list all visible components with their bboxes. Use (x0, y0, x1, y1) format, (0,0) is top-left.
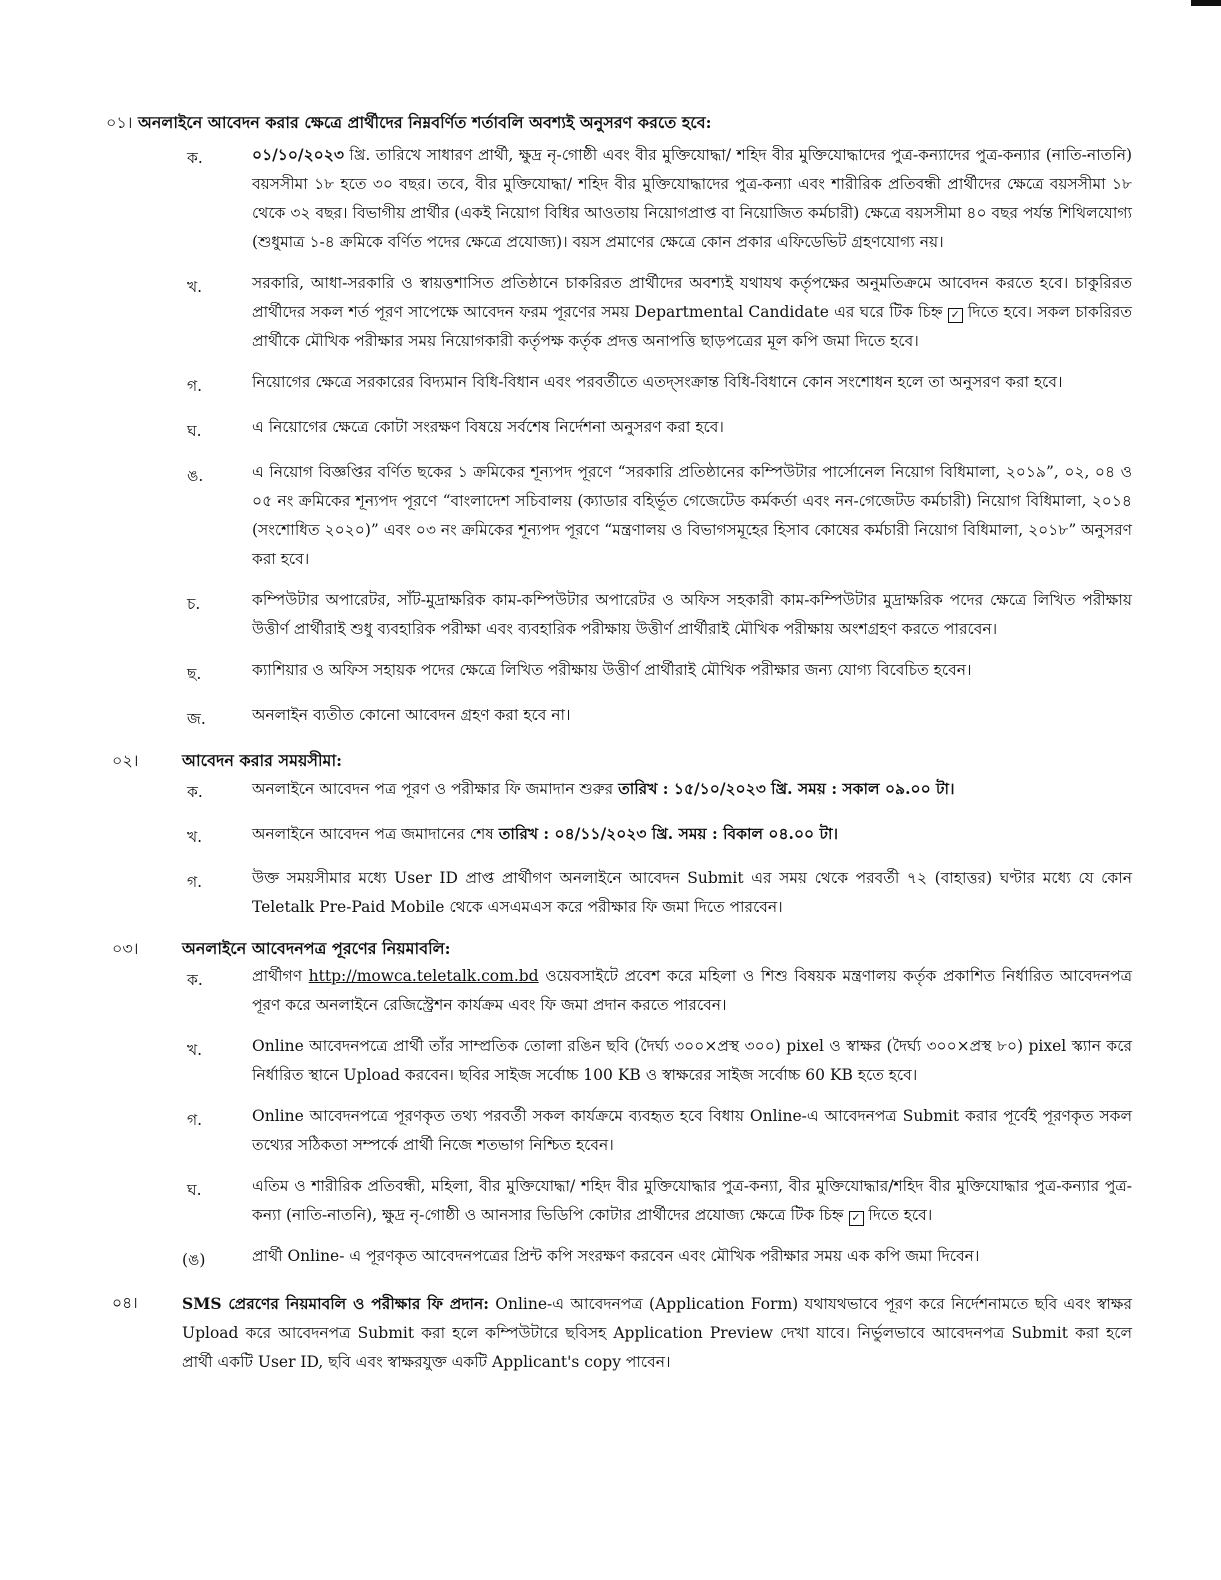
item-text: অনলাইন ব্যতীত কোনো আবেদন গ্রহণ করা হবে না। (252, 706, 571, 724)
list-item (112, 1032, 1132, 1090)
item-label: ঙ. (187, 467, 204, 485)
checkbox-tick-icon: ✓ (849, 1211, 864, 1226)
item-label: জ. (187, 710, 206, 728)
item-body: এতিম ও শারীরিক প্রতিবন্ধী, মহিলা, বীর মুক্তিযোদ্ধা/ শহিদ বীর মুক্তিযোদ্ধার পুত্র-কন্যা, বীর মুক্তিযোদ্ধার/শহিদ বীর মুক্তিযোদ্ধার পুত্র-কন্যার পুত্র-কন্যা (নাতি-নাতনি), ক্ষুদ্র নৃ-গোষ্ঠী ও আনসার ভিডিপি কোটার প্রার্থীদের প্রযোজ্য ক্ষেত্রে টিক চিহ্ন (252, 1177, 1132, 1224)
item-label: ক. (187, 149, 203, 167)
list-item (112, 819, 1132, 852)
item-label: ঘ. (187, 1181, 202, 1199)
item-body: ওয়েবসাইটে প্রবেশ করে মহিলা ও শিশু বিষয়ক মন্ত্রণালয় কর্তৃক প্রকাশিত নির্ধারিত আবেদনপত্র পূরণ করে অনলাইনে রেজিস্ট্রেশন কার্যক্রম এবং ফি জমা প্রদান করতে পারবেন। (252, 967, 1132, 1014)
list-item (112, 1102, 1132, 1160)
list-item (112, 413, 1132, 446)
item-text (252, 962, 1132, 1020)
item-label: ক. (187, 783, 203, 801)
item-body: Online-এ আবেদনপত্র (Application Form) যথাযথভাবে পূরণ করে নির্দেশনামতে ছবি এবং স্বাক্ষর Upload করে আবেদনপত্র Submit করা হলে কম্পিউটারে ছবিসহ Application Preview দেখা যাবে। নির্ভুলভাবে আবেদনপত্র Submit করা হলে প্রার্থী একটি User ID, ছবি এবং স্বাক্ষরযুক্ত একটি Applicant's copy পাবেন। (182, 1295, 1133, 1371)
date-text: ০১/১০/২০২৩ (252, 145, 344, 164)
item-text (252, 140, 1132, 257)
item-text: প্রার্থী Online- এ পূরণকৃত আবেদনপত্রের প্রিন্ট কপি সংরক্ষণ করবেন এবং মৌখিক পরীক্ষার সময় এক কপি জমা দিবেন। (252, 1247, 980, 1265)
end-date-text: তারিখ : ০৪/১১/২০২৩ খ্রি. সময় : বিকাল ০৪.০০ টা। (498, 824, 838, 843)
list-item (112, 701, 1132, 734)
section-title: অনলাইনে আবেদন করার ক্ষেত্রে প্রার্থীদের নিম্নবর্ণিত শর্তাবলি অবশ্যই অনুসরণ করতে হবে: (138, 113, 712, 132)
item-label: (ঙ) (182, 1251, 206, 1269)
item-label: চ. (187, 595, 201, 613)
scan-edge-mark (1191, 0, 1221, 6)
section-number: ০৩। (112, 939, 139, 958)
section-04-text (182, 1289, 1132, 1377)
list-item (112, 962, 1132, 1020)
list-item (112, 140, 1132, 257)
section-01-heading (106, 112, 1132, 134)
list-item (112, 269, 1132, 356)
checkbox-tick-icon: ✓ (948, 308, 963, 323)
item-label: ছ. (187, 665, 202, 683)
item-label: খ. (187, 1041, 203, 1059)
section-number: ০২। (112, 751, 139, 770)
section-title: আবেদন করার সময়সীমা: (182, 751, 342, 770)
website-link[interactable]: http://mowca.teletalk.com.bd (308, 967, 539, 985)
list-item (112, 586, 1132, 644)
list-item (112, 368, 1132, 401)
list-item (112, 458, 1132, 574)
item-body: সরকারি, আধা-সরকারি ও স্বায়ত্তশাসিত প্রতিষ্ঠানে চাকরিরত প্রার্থীদের অবশ্যই যথাযথ কর্তৃপক্ষের অনুমতিক্রমে আবেদন করতে হবে। চাকুরিরত প্রার্থীদের সকল শর্ত পূরণ সাপেক্ষে আবেদন ফরম পূরণের সময় Departmental Candidate এর ঘরে টিক চিহ্ন (252, 274, 1132, 321)
section-03 (112, 938, 1132, 1275)
item-body: অনলাইনে আবেদন পত্র পূরণ ও পরীক্ষার ফি জমাদান শুরুর (252, 780, 619, 798)
item-body: দিতে হবে। সকল চাকরিরত প্রার্থীকে মৌখিক পরীক্ষার সময় নিয়োগকারী কর্তৃপক্ষ কর্তৃক প্রদত্ত অনাপত্তি ছাড়পত্রের মূল কপি জমা দিতে হবে। (252, 303, 1133, 350)
item-body: প্রার্থীগণ (252, 967, 309, 985)
item-label: গ. (187, 873, 203, 891)
document-page (106, 112, 1133, 1377)
item-text: Online আবেদনপত্রে প্রার্থী তাঁর সাম্প্রতিক তোলা রঙিন ছবি (দৈর্ঘ্য ৩০০×প্রস্থ ৩০০) pixel ও স্বাক্ষর (দৈর্ঘ্য ৩০০×প্রস্থ ৮০) pixel স্ক্যান করে নির্ধারিত স্থানে Upload করবেন। ছবির সাইজ সর্বোচ্চ 100 KB ও স্বাক্ষরের সাইজ সর্বোচ্চ 60 KB হতে হবে। (252, 1037, 1132, 1084)
list-item (112, 1172, 1132, 1230)
section-04 (112, 1289, 1132, 1377)
item-text: উক্ত সময়সীমার মধ্যে User ID প্রাপ্ত প্রার্থীগণ অনলাইনে আবেদন Submit এর সময় থেকে পরবর্তী ৭২ (বাহাত্তর) ঘণ্টার মধ্যে যে কোন Teletalk Pre-Paid Mobile থেকে এসএমএস করে পরীক্ষার ফি জমা দিতে পারবেন। (252, 869, 1132, 916)
section-number: ০১। (106, 113, 133, 132)
item-label: খ. (187, 278, 203, 296)
section-title: SMS প্রেরণের নিয়মাবলি ও পরীক্ষার ফি প্রদান: (182, 1294, 489, 1313)
item-text (252, 819, 1132, 852)
section-01 (106, 112, 1133, 734)
item-text: নিয়োগের ক্ষেত্রে সরকারের বিদ্যমান বিধি-বিধান এবং পরবর্তীতে এতদ্সংক্রান্ত বিধি-বিধানে কোন সংশোধন হলে তা অনুসরণ করা হবে। (252, 373, 1063, 391)
list-item (112, 1242, 1132, 1275)
section-number: ০৪। (112, 1294, 138, 1312)
item-label: ক. (187, 971, 203, 989)
item-label: খ. (187, 828, 203, 846)
item-label: গ. (187, 377, 203, 395)
item-body: অনলাইনে আবেদন পত্র জমাদানের শেষ (252, 825, 499, 843)
list-item (112, 864, 1132, 922)
item-body: খ্রি. তারিখে সাধারণ প্রার্থী, ক্ষুদ্র নৃ-গোষ্ঠী এবং বীর মুক্তিযোদ্ধা/ শহিদ বীর মুক্তিযোদ্ধাদের পুত্র-কন্যাদের পুত্র-কন্যার (নাতি-নাতনি) বয়সসীমা ১৮ হতে ৩০ বছর। তবে, বীর মুক্তিযোদ্ধা/ শহিদ বীর মুক্তিযোদ্ধাদের পুত্র-কন্যা এবং শারীরিক প্রতিবন্ধী প্রার্থীদের ক্ষেত্রে বয়সসীমা ১৮ থেকে ৩২ বছর। বিভাগীয় প্রার্থীর (একই নিয়োগ বিধির আওতায় নিয়োগপ্রাপ্ত বা নিয়োজিত কর্মচারী) ক্ষেত্রে বয়সসীমা ৪০ বছর পর্যন্ত শিথিলযোগ্য (শুধুমাত্র ১-৪ ক্রমিকে বর্ণিত পদের ক্ষেত্রে প্রযোজ্য)। বয়স প্রমাণের ক্ষেত্রে কোন প্রকার এফিডেভিট গ্রহণযোগ্য নয়। (252, 146, 1132, 251)
item-text (252, 1172, 1132, 1230)
list-item (112, 774, 1132, 807)
item-label: ঘ. (187, 422, 202, 440)
list-item (112, 656, 1132, 689)
item-text: কম্পিউটার অপারেটর, সাঁট-মুদ্রাক্ষরিক কাম-কম্পিউটার অপারেটর ও অফিস সহকারী কাম-কম্পিউটার মুদ্রাক্ষরিক পদের ক্ষেত্রে লিখিত পরীক্ষায় উত্তীর্ণ প্রার্থীরাই শুধু ব্যবহারিক পরীক্ষা এবং ব্যবহারিক পরীক্ষায় উত্তীর্ণ প্রার্থীরাই মৌখিক পরীক্ষায় অংশগ্রহণ করতে পারবেন। (252, 591, 1132, 638)
item-text: এ নিয়োগ বিজ্ঞপ্তির বর্ণিত ছকের ১ ক্রমিকের শূন্যপদ পূরণে “সরকারি প্রতিষ্ঠানের কম্পিউটার পার্সোনেল নিয়োগ বিধিমালা, ২০১৯”, ০২, ০৪ ও ০৫ নং ক্রমিকের শূন্যপদ পূরণে “বাংলাদেশ সচিবালয় (ক্যাডার বহির্ভূত গেজেটেড কর্মকর্তা এবং নন-গেজেটড কর্মচারী) নিয়োগ বিধিমালা, ২০১৪ (সংশোধিত ২০২০)” এবং ০৩ নং ক্রমিকের শূন্যপদ পূরণে “মন্ত্রণালয় ও বিভাগসমূহের হিসাব কোষের কর্মচারী নিয়োগ বিধিমালা, ২০১৮” অনুসরণ করা হবে। (252, 463, 1133, 568)
section-03-heading (112, 938, 1132, 960)
item-label: গ. (187, 1111, 203, 1129)
item-body: দিতে হবে। (863, 1206, 933, 1224)
section-02-heading (112, 750, 1132, 772)
section-02 (112, 750, 1132, 922)
start-date-text: তারিখ : ১৫/১০/২০২৩ খ্রি. সময় : সকাল ০৯.০০ টা। (618, 779, 955, 798)
item-text: Online আবেদনপত্রে পূরণকৃত তথ্য পরবর্তী সকল কার্যক্রমে ব্যবহৃত হবে বিধায় Online-এ আবেদনপত্র Submit করার পূর্বেই পূরণকৃত সকল তথ্যের সঠিকতা সম্পর্কে প্রার্থী নিজে শতভাগ নিশ্চিত হবেন। (252, 1107, 1132, 1154)
item-text (252, 774, 1132, 807)
section-title: অনলাইনে আবেদনপত্র পূরণের নিয়মাবলি: (182, 939, 451, 958)
item-text: ক্যাশিয়ার ও অফিস সহায়ক পদের ক্ষেত্রে লিখিত পরীক্ষায় উত্তীর্ণ প্রার্থীরাই মৌখিক পরীক্ষার জন্য যোগ্য বিবেচিত হবেন। (252, 661, 972, 679)
item-text: এ নিয়োগের ক্ষেত্রে কোটা সংরক্ষণ বিষয়ে সর্বশেষ নির্দেশনা অনুসরণ করা হবে। (252, 418, 724, 436)
item-text (252, 269, 1132, 356)
